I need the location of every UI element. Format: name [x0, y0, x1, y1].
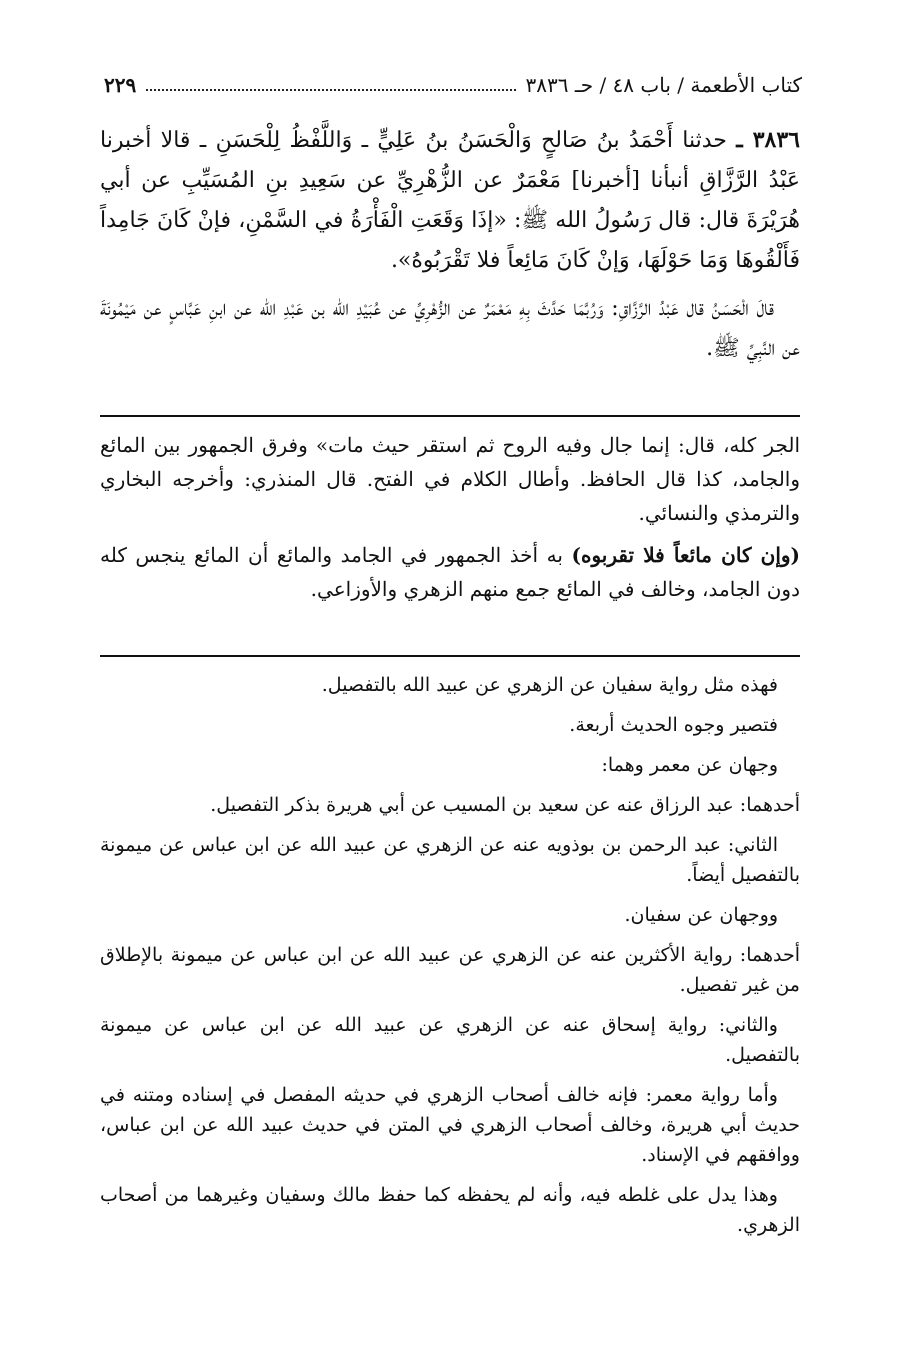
footnote-line: والثاني: رواية إسحاق عنه عن الزهري عن عبيد الله عن ابن عباس عن ميمونة بالتفصيل. — [100, 1014, 800, 1066]
footnotes — [100, 670, 800, 1250]
footnote-line: أحدهما: عبد الرزاق عنه عن سعيد بن المسيب عن أبي هريرة بذكر التفصيل. — [210, 794, 800, 816]
footnote-line: وأما رواية معمر: فإنه خالف أصحاب الزهري في حديثه المفصل في إسناده ومتنه في حديث أبي هريرة، وخالف أصحاب الزهري في المتن في حديث عبيد الله عن ابن عباس، ووافقهم في الإسناد. — [100, 1084, 800, 1166]
divider-rule — [100, 415, 800, 417]
footnote-line: ووجهان عن سفيان. — [624, 904, 778, 926]
commentary-paragraph: الجر كله، قال: إنما جال وفيه الروح ثم استقر حيث مات» وفرق الجمهور بين المائع والجامد، كذا قال الحافظ. وأطال الكلام في الفتح. قال المنذري: وأخرجه البخاري والترمذي والنسائي. — [100, 433, 800, 525]
footnote-line: وهذا يدل على غلطه فيه، وأنه لم يحفظه كما حفظ مالك وسفيان وغيرهما من أصحاب الزهري. — [100, 1184, 800, 1236]
footnote-line: فهذه مثل رواية سفيان عن الزهري عن عبيد الله بالتفصيل. — [321, 674, 778, 696]
footnote-line: فتصير وجوه الحديث أربعة. — [569, 714, 778, 736]
footnote-line: الثاني: عبد الرحمن بن بوذويه عنه عن الزهري عن عبيد الله عن ابن عباس عن ميمونة بالتفصيل أيضاً. — [100, 834, 800, 886]
divider-rule — [100, 655, 800, 657]
commentary-text: به أخذ الجمهور في الجامد والمائع أن المائع ينجس كله دون الجامد، وخالف في المائع جمع منهم الزهري والأوزاعي. — [100, 543, 800, 601]
commentary — [100, 428, 800, 606]
commentary-keyword: (وإن كان مائعاً فلا تقربوه) — [571, 543, 800, 567]
commentary-paragraph — [100, 538, 800, 606]
hadith-paragraph — [100, 120, 800, 281]
leader-dots — [146, 79, 515, 91]
footnote-line: وجهان عن معمر وهما: — [601, 754, 778, 776]
running-title: كتاب الأطعمة / باب ٤٨ / حـ ٣٨٣٦ — [525, 73, 802, 97]
hadith-second-chain: قالَ الْحَسَنُ قال عَبْدُ الرَّزَّاقِ: وَرُبَّمَا حَدَّثَ بِهِ مَعْمَرٌ عن الزُّهْرِيِّ عن عُبَيْدِ الله بن عَبْدِ الله عن ابنِ عَبَّاسٍ عن مَيْمُونَةَ عن النَّبِيِّ ﷺ. — [100, 296, 800, 361]
page-header — [104, 68, 802, 102]
hadith-isnad: حدثنا أَحْمَدُ بنُ صَالحٍ وَالْحَسَنُ بنُ عَلِيٍّ ـ وَاللَّفْظُ لِلْحَسَنِ ـ قالا أخبرنا عَبْدُ الرَّزَّاقِ أنبأنا [أخبرنا] مَعْمَرٌ عن الزُّهْرِيِّ عن سَعِيدِ بنِ المُسَيِّبِ عن أبي هُرَيْرَةَ قال: قال رَسُولُ الله ﷺ: «إذَا وَقَعَتِ الْفَأْرَةُ في السَّمْنِ، فإنْ كَانَ جَامِداً فَأَلْقُوهَا وَمَا حَوْلَهَا، وَإنْ كَانَ مَائِعاً فلا تَقْرَبُوهُ». — [100, 128, 800, 273]
hadith-number: ٣٨٣٦ ـ — [736, 127, 800, 153]
hadith-text — [100, 120, 800, 369]
footnote-line: أحدهما: رواية الأكثرين عنه عن الزهري عن عبيد الله عن ابن عباس عن ميمونة بالإطلاق من غير تفصيل. — [100, 944, 800, 996]
page-number: ٢٢٩ — [104, 73, 137, 97]
